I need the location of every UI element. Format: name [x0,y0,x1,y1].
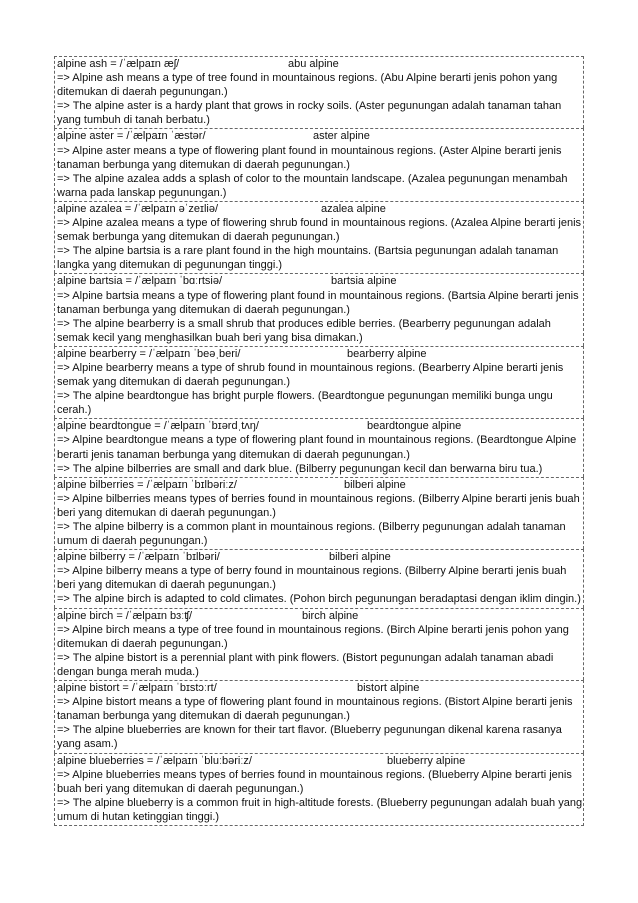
entry-head [57,478,583,492]
term-pronunciation: alpine blueberries = /ˈælpaɪn ˈbluːbəriːz/ [57,754,252,767]
term-pronunciation: alpine azalea = /ˈælpaɪn əˈzeɪliə/ [57,202,219,215]
translation: birch alpine [302,609,359,622]
example-line: => The alpine aster is a hardy plant that grows in rocky soils. (Aster pegunungan adalah tanaman tahan yang tumbuh di tanah berbatu.) [57,100,562,127]
entry-alpine-birch [54,608,584,680]
entry-alpine-bistort [54,680,584,752]
example-line: => The alpine blueberry is a common fruit in high-altitude forests. (Blueberry pegunungan adalah buah yang umum di hutan ketinggian tinggi.) [57,796,583,823]
entry-head [57,681,583,695]
meaning-line: => Alpine bistort means a type of flowering plant found in mountainous regions. (Bistort Alpine berarti jenis tanaman berbunga yang ditemukan di daerah pegunungan.) [57,696,573,723]
translation: beardtongue alpine [367,420,462,433]
translation: abu alpine [288,58,339,70]
term-pronunciation: alpine bilberries = /ˈælpaɪn ˈbɪlbəriːz/ [57,478,237,491]
entry-head [57,129,583,143]
example-line: => The alpine bilberry is a common plant in mountainous regions. (Bilberry pegunungan adalah tanaman umum di daerah pegunungan.) [57,521,566,548]
translation: bearberry alpine [347,347,427,360]
term-pronunciation: alpine bearberry = /ˈælpaɪn ˈbeəˌberi/ [57,347,241,360]
example-line: => The alpine beardtongue has bright purple flowers. (Beardtongue pegunungan memiliki bunga ungu cerah.) [57,390,553,417]
example-line: => The alpine azalea adds a splash of color to the mountain landscape. (Azalea pegunungan menambah warna pada lanskap pegunungan.) [57,172,568,199]
term-pronunciation: alpine bartsia = /ˈælpaɪn ˈbɑːrtsiə/ [57,275,223,288]
term-pronunciation: alpine beardtongue = /ˈælpaɪn ˈbɪərdˌtʌŋ/ [57,420,259,433]
entry-head [57,57,583,71]
entry-head [57,609,583,623]
meaning-line: => Alpine beardtongue means a type of flowering plant found in mountainous regions. (Beardtongue Alpine berarti jenis tanaman berbunga yang ditemukan di daerah pegunungan.) [57,434,577,461]
entry-alpine-azalea [54,201,584,273]
entry-head [57,274,583,288]
translation: bilberi alpine [344,478,406,491]
translation: bartsia alpine [331,275,397,288]
translation: bistort alpine [357,682,420,695]
entry-alpine-bearberry [54,346,584,418]
example-line: => The alpine bartsia is a rare plant found in the high mountains. (Bartsia pegunungan adalah tanaman langka yang ditemukan di pegunungan tinggi.) [57,245,559,272]
term-pronunciation: alpine ash = /ˈælpaɪn æʃ/ [57,58,180,70]
example-line: => The alpine bistort is a perennial plant with pink flowers. (Bistort pegunungan adalah tanaman abadi dengan bunga merah muda.) [57,651,554,678]
example-line: => The alpine birch is adapted to cold climates. (Pohon birch pegunungan beradaptasi dengan iklim dingin.) [57,593,581,606]
entry-alpine-beardtongue [54,418,584,476]
term-pronunciation: alpine aster = /ˈælpaɪn ˈæstər/ [57,130,206,143]
term-pronunciation: alpine bistort = /ˈælpaɪn ˈbɪstɔːrt/ [57,682,217,695]
term-pronunciation: alpine birch = /ˈælpaɪn bɜːʧ/ [57,609,193,622]
meaning-line: => Alpine azalea means a type of flowering shrub found in mountainous regions. (Azalea Alpine berarti jenis semak berbunga yang ditemukan di daerah pegunungan.) [57,217,582,244]
meaning-line: => Alpine bartsia means a type of flowering plant found in mountainous regions. (Bartsia Alpine berarti jenis tanaman berbunga yang ditemukan di daerah pegunungan.) [57,289,579,316]
meaning-line: => Alpine blueberries means types of berries found in mountainous regions. (Blueberry Alpine berarti jenis buah beri yang ditemukan di daerah pegunungan.) [57,768,572,795]
example-line: => The alpine blueberries are known for their tart flavor. (Blueberry pegunungan dikenal karena rasanya yang asam.) [57,724,562,751]
meaning-line: => Alpine birch means a type of tree found in mountainous regions. (Birch Alpine berarti jenis pohon yang ditemukan di daerah pegunungan.) [57,623,569,650]
entry-head [57,550,583,564]
translation: bilberi alpine [329,551,391,564]
entry-alpine-bilberry [54,549,584,607]
translation: aster alpine [313,130,370,143]
meaning-line: => Alpine aster means a type of flowering plant found in mountainous regions. (Aster Alpine berarti jenis tanaman berbunga yang ditemukan di daerah pegunungan.) [57,144,562,171]
translation: azalea alpine [321,202,386,215]
translation: blueberry alpine [387,754,466,767]
entry-alpine-ash [54,56,584,128]
meaning-line: => Alpine ash means a type of tree found in mountainous regions. (Abu Alpine berarti jenis pohon yang ditemukan di daerah pegunungan.) [57,72,558,99]
example-line: => The alpine bearberry is a small shrub that produces edible berries. (Bearberry pegunungan adalah semak kecil yang menghasilkan buah beri yang bisa dimakan.) [57,317,551,344]
meaning-line: => Alpine bilberries means types of berries found in mountainous regions. (Bilberry Alpine berarti jenis buah beri yang ditemukan di daerah pegunungan.) [57,492,580,519]
entry-alpine-bilberries [54,477,584,549]
entry-alpine-aster [54,128,584,200]
vocabulary-list [54,56,584,826]
entry-alpine-bartsia [54,273,584,345]
entry-alpine-blueberries [54,753,584,826]
entry-head [57,347,583,361]
meaning-line: => Alpine bilberry means a type of berry found in mountainous regions. (Bilberry Alpine berarti jenis buah beri yang ditemukan di daerah pegunungan.) [57,565,567,592]
entry-head [57,754,583,768]
term-pronunciation: alpine bilberry = /ˈælpaɪn ˈbɪlbəri/ [57,551,220,564]
meaning-line: => Alpine bearberry means a type of shrub found in mountainous regions. (Bearberry Alpine berarti jenis semak yang ditemukan di daerah pegunungan.) [57,361,564,389]
entry-head [57,202,583,216]
entry-head [57,419,583,433]
example-line: => The alpine bilberries are small and dark blue. (Bilberry pegunungan kecil dan berwarna biru tua.) [57,462,543,475]
